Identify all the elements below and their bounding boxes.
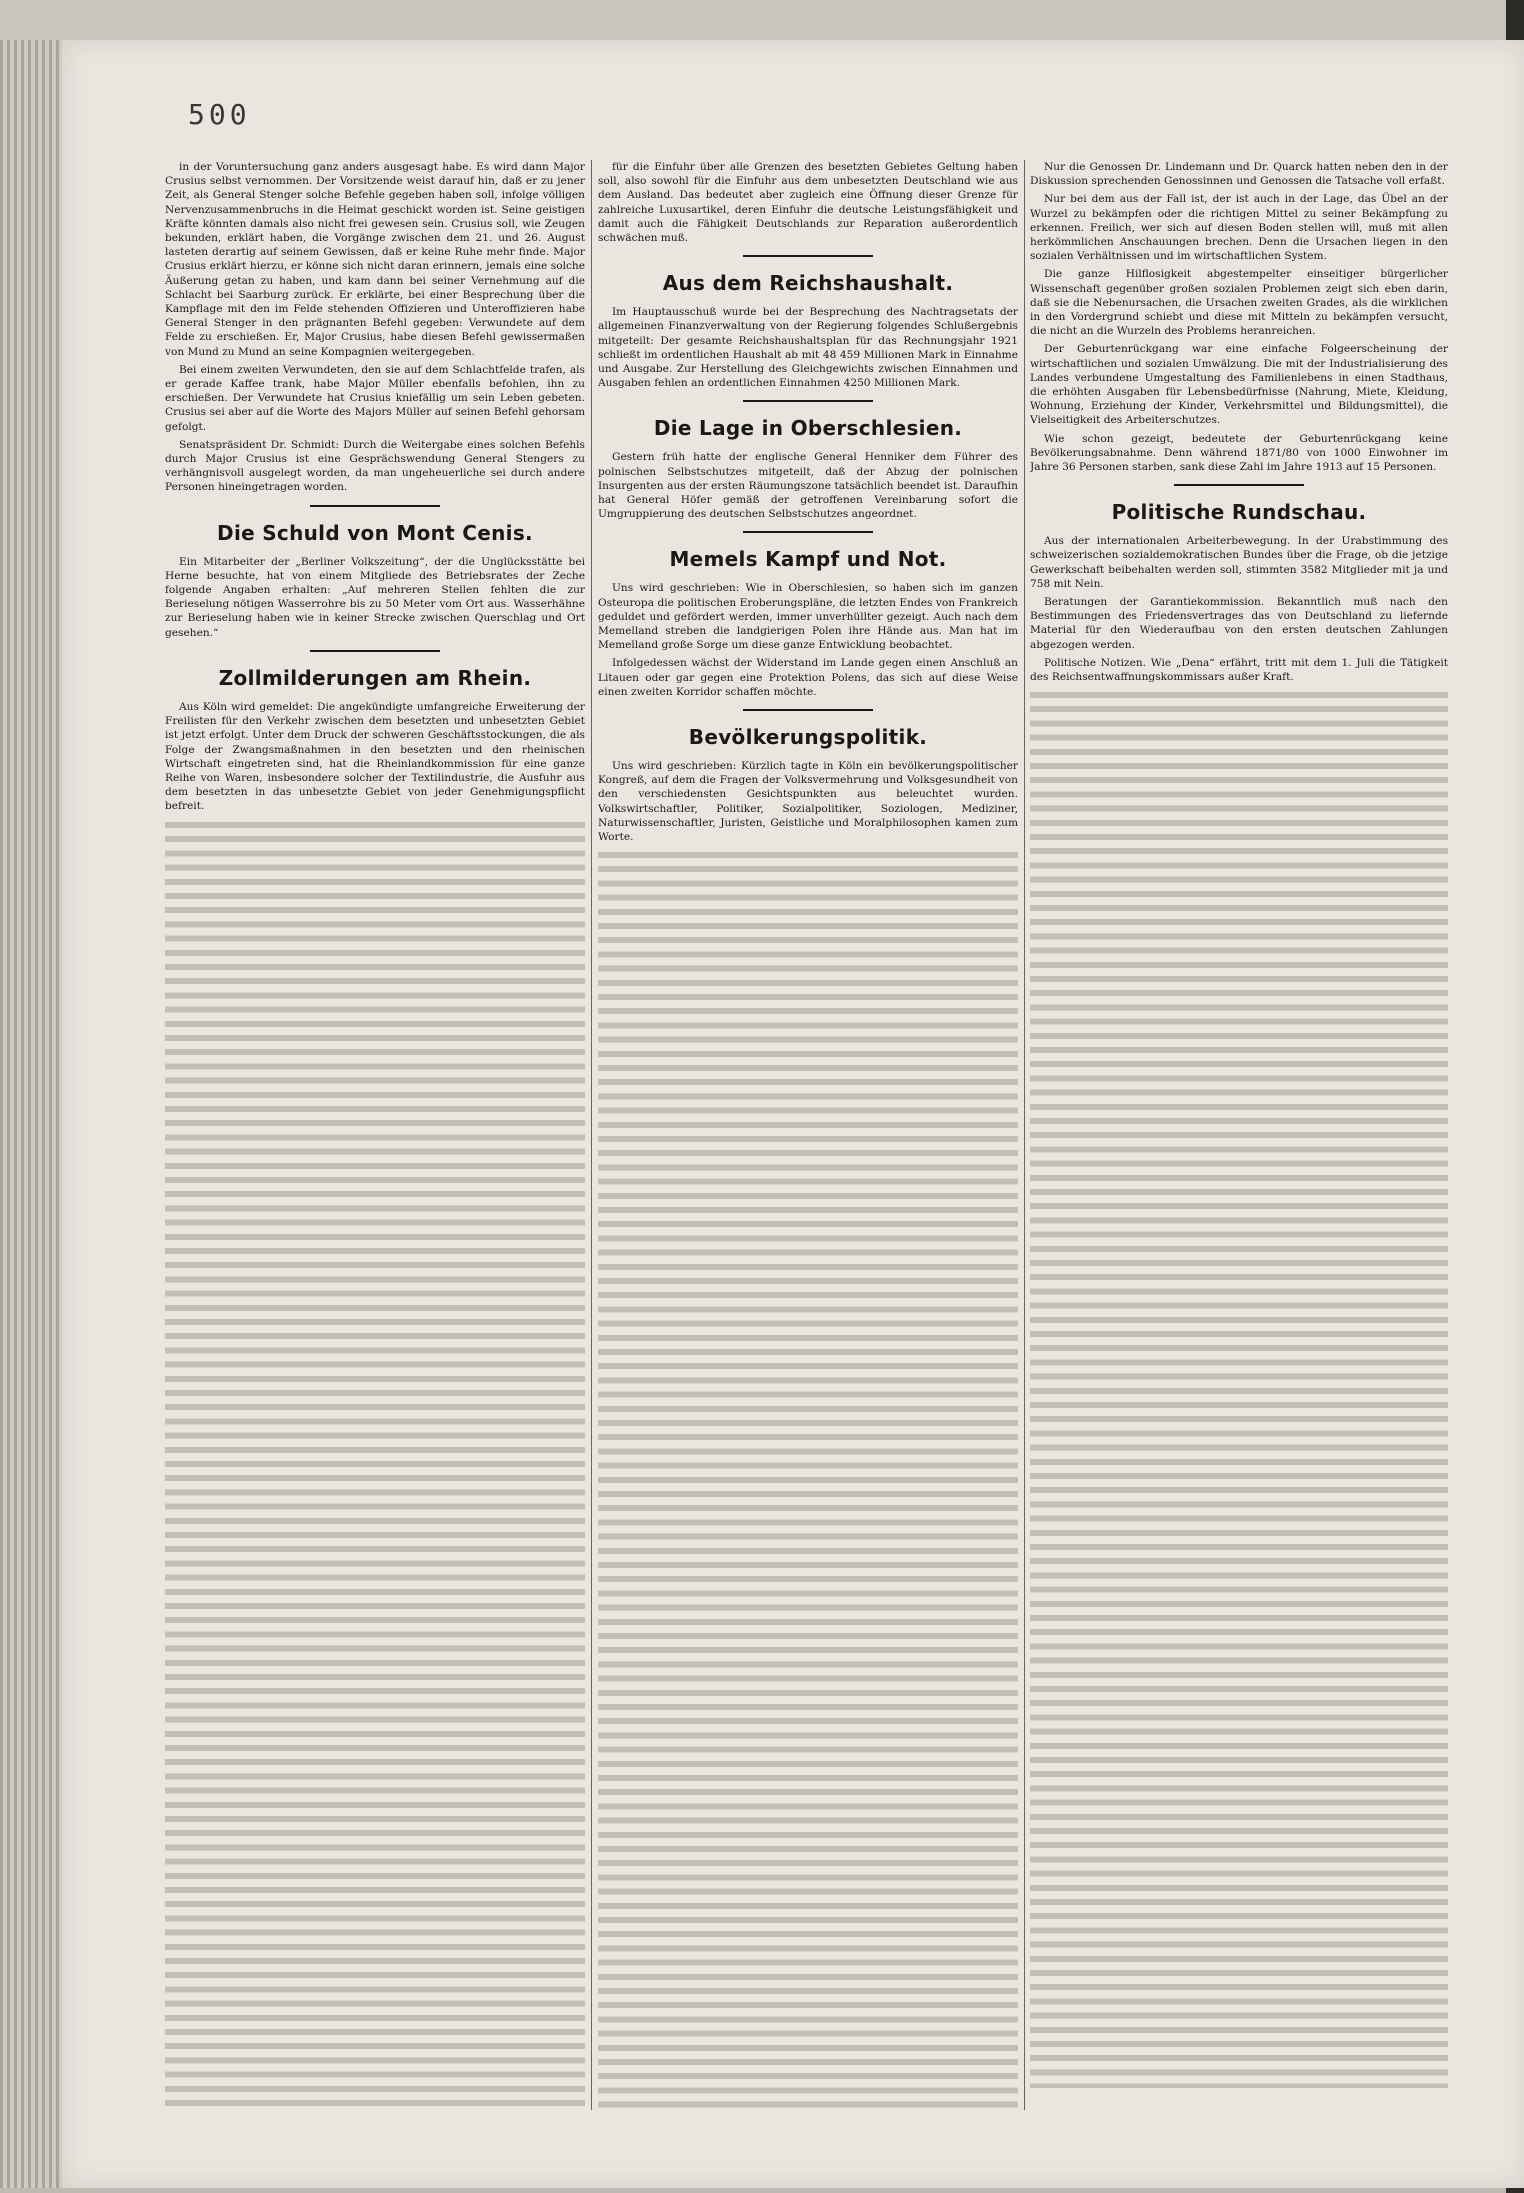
article-paragraph: Senatspräsident Dr. Schmidt: Durch die Weitergabe eines solchen Befehls durch Major Crusius ist eine Gesprächswendung General Stengers zu verhängnisvoll ausgelegt worden, da man ungeheuerliche sei durch andere Personen hineingetragen worden. bbox=[165, 438, 585, 494]
scan-top-edge bbox=[0, 0, 1524, 40]
article-paragraph: Aus Köln wird gemeldet: Die angekündigte umfangreiche Erweiterung der Freilisten für den Verkehr zwischen dem besetzten und unbesetzten Gebiet ist jetzt erfolgt. Unter dem Druck der schweren Geschäftsstockungen, die als Folge der Zwangsmaßnahmen in den besetzten und den rheinischen Wirtschaft eingetreten sind, hat die Rheinlandkommission für eine ganze Reihe von Waren, insbesondere solcher der Textilindustrie, die Ausfuhr aus dem besetzten in das unbesetzte Gebiet von jeder Genehmigungspflicht befreit. bbox=[165, 700, 585, 813]
article-paragraph: Im Hauptausschuß wurde bei der Besprechung des Nachtragsetats der allgemeinen Finanzverwaltung von der Regierung folgendes Schlußergebnis mitgeteilt: Der gesamte Reichshaushaltsplan für das Rechnungsjahr 1921 schließt im ordentlichen Haushalt ab mit 48 459 Millionen Mark in Einnahme und Ausgabe. Zur Herstellung des Gleichgewichts zwischen Einnahmen und Ausgaben fehlen an ordentlichen Einnahmen 4250 Millionen Mark. bbox=[598, 306, 1018, 390]
article-heading: Bevölkerungspolitik. bbox=[688, 725, 928, 750]
column-1 bbox=[165, 160, 585, 2110]
continued-text-lines bbox=[1030, 688, 1448, 2088]
column-3 bbox=[1030, 160, 1448, 2110]
column-divider bbox=[1024, 160, 1025, 2110]
article-paragraph: Ein Mitarbeiter der „Berliner Volkszeitung“, der die Unglücksstätte bei Herne besuchte, hat von einem Mitgliede des Betriebsrates der Zeche folgende Angaben erhalten: „Auf mehreren Stellen fehlten die zur Berieselung nötigen Wasserrohre bis zu 50 Meter vom Ort aus. Wasserhähne zur Berieselung haben wie in keiner Strecke zwischen Querschlag und Ort gesehen.“ bbox=[165, 555, 585, 639]
article-separator bbox=[743, 255, 873, 257]
column-divider bbox=[591, 160, 592, 2110]
article-paragraph: Nur die Genossen Dr. Lindemann und Dr. Quarck hatten neben den in der Diskussion sprechenden Genossinnen und Genossen die Tatsache voll erfaßt. bbox=[1030, 161, 1448, 188]
page-number: 500 bbox=[188, 98, 251, 131]
article-heading: Die Schuld von Mont Cenis. bbox=[217, 520, 533, 545]
article-paragraph: Beratungen der Garantiekommission. Bekanntlich muß nach den Bestimmungen des Friedensvertrages das von Deutschland zu liefernde Material für den Wiederaufbau von den ersten deutschen Zahlungen abgezogen werden. bbox=[1030, 596, 1448, 651]
article-heading: Die Lage in Oberschlesien. bbox=[653, 416, 963, 441]
article-paragraph: Die ganze Hilflosigkeit abgestempelter einseitiger bürgerlicher Wissenschaft gegenüber großen sozialen Problemen zeigt sich eben darin, daß sie die Nebenursachen, die Ursachen zweiten Grades, als die wirklichen in den Vordergrund schiebt und diese mit Mitteln zu bekämpfen versucht, die nicht an die Wurzeln des Problems heranreichen. bbox=[1030, 268, 1448, 338]
continued-text-lines bbox=[165, 818, 585, 2110]
article-separator bbox=[310, 505, 440, 507]
article-separator bbox=[1174, 484, 1304, 486]
article-paragraph: Wie schon gezeigt, bedeutete der Geburtenrückgang keine Bevölkerungsabnahme. Denn während 1871/80 von 1000 Einwohner im Jahre 36 Personen starben, sank diese Zahl im Jahre 1913 auf 15 Personen. bbox=[1030, 432, 1448, 474]
article-heading: Aus dem Reichshaushalt. bbox=[662, 271, 954, 296]
book-binding bbox=[0, 40, 62, 2188]
article-paragraph: Der Geburtenrückgang war eine einfache Folgeerscheinung der wirtschaftlichen und sozialen Umwälzung. Die mit der Industrialisierung des Landes verbundene Umgestaltung des Familienlebens in einen Stadthaus, die erhöhten Ausgaben für Lebensbedürfnisse (Nahrung, Miete, Kleidung, Wohnung, Erziehung der Kinder, Verkehrsmittel und Bildungsmittel), die Vielseitigkeit des Arbeiterschutzes. bbox=[1030, 343, 1448, 427]
article-heading: Zollmilderungen am Rhein. bbox=[218, 665, 532, 690]
article-paragraph: Uns wird geschrieben: Wie in Oberschlesien, so haben sich im ganzen Osteuropa die politischen Eroberungspläne, die letzten Endes von Frankreich geduldet und gefördert werden, immer unverhüllter gezeigt. Auch nach dem Memelland streben die landgierigen Polen ihre Hände aus. Man hat im Memelland große Sorge um diese ganze Entwicklung beobachtet. bbox=[598, 582, 1018, 652]
article-separator bbox=[743, 709, 873, 711]
article-paragraph: Gestern früh hatte der englische General Henniker dem Führer des polnischen Selbstschutzes mitgeteilt, daß der Abzug der polnischen Insurgenten aus der ersten Räumungszone tatsächlich beendet ist. Daraufhin hat General Höfer gemäß der getroffenen Vereinbarung sofort die Umgruppierung des deutschen Selbstschutzes angeordnet. bbox=[598, 451, 1018, 521]
article-heading: Politische Rundschau. bbox=[1111, 500, 1367, 525]
article-separator bbox=[743, 531, 873, 533]
article-paragraph: Politische Notizen. Wie „Dena“ erfährt, tritt mit dem 1. Juli die Tätigkeit des Reichsentwaffnungskommissars außer Kraft. bbox=[1030, 656, 1448, 684]
article-paragraph: für die Einfuhr über alle Grenzen des besetzten Gebietes Geltung haben soll, also sowohl für die Einfuhr aus dem unbesetzten Deutschland wie aus dem Ausland. Das bedeutet aber zugleich eine Öffnung dieser Grenze für zahlreiche Luxusartikel, deren Einfuhr die deutsche Leistungsfähigkeit und damit auch die Fähigkeit Deutschlands zur Reparation außerordentlich schwächen muß. bbox=[598, 161, 1018, 245]
article-separator bbox=[743, 400, 873, 402]
column-2 bbox=[598, 160, 1018, 2110]
article-heading: Memels Kampf und Not. bbox=[669, 547, 947, 572]
article-paragraph: Infolgedessen wächst der Widerstand im Lande gegen einen Anschluß an Litauen oder gar gegen eine Protektion Polens, das sich auf diese Weise einen zweiten Korridor schaffen möchte. bbox=[598, 657, 1018, 698]
article-paragraph: Aus der internationalen Arbeiterbewegung. In der Urabstimmung des schweizerischen sozialdemokratischen Bundes über die Frage, ob die jetzige Gewerkschaft beibehalten werden soll, stimmten 3582 Mitglieder mit ja und 758 mit Nein. bbox=[1030, 535, 1448, 590]
article-separator bbox=[310, 650, 440, 652]
article-paragraph: Uns wird geschrieben: Kürzlich tagte in Köln ein bevölkerungspolitischer Kongreß, auf dem die Fragen der Volksvermehrung und Volksgesundheit von den verschiedensten Gesichtspunkten aus beleuchtet wurden. Volkswirtschaftler, Politiker, Sozialpolitiker, Soziologen, Mediziner, Naturwissenschaftler, Juristen, Geistliche und Moralphilosophen kamen zum Worte. bbox=[598, 760, 1018, 844]
article-paragraph: Nur bei dem aus der Fall ist, der ist auch in der Lage, das Übel an der Wurzel zu bekämpfen oder die richtigen Mittel zu seiner Bekämpfung zu erkennen. Freilich, wer sich auf diesen Boden stellen will, muß mit allen herkömmlichen Anschauungen brechen. Denn die Ursachen liegen in den sozialen Verhältnissen und im wirtschaftlichen System. bbox=[1030, 193, 1448, 263]
article-paragraph: Bei einem zweiten Verwundeten, den sie auf dem Schlachtfelde trafen, als er gerade Kaffee trank, habe Major Müller ebenfalls befohlen, ihn zu erschießen. Der Verwundete hat Crusius kniefällig um sein Leben gebeten. Crusius sei aber auf die Worte des Majors Müller auf seinen Befehl gehorsam gefolgt. bbox=[165, 363, 585, 433]
article-paragraph: in der Voruntersuchung ganz anders ausgesagt habe. Es wird dann Major Crusius selbst vernommen. Der Vorsitzende weist darauf hin, daß er zu jener Zeit, als General Stenger solche Befehle gegeben haben soll, infolge völligen Nervenzusammenbruchs in die Heimat geschickt worden ist. Seine geistigen Kräfte könnten damals also nicht frei gewesen sein. Crusius soll, wie Zeugen bekunden, erklärt haben, die Vorgänge zwischen dem 21. und 26. August lasteten derartig auf seinem Gewissen, daß er keine Ruhe mehr finde. Major Crusius erklärt hierzu, er könne sich nicht daran erinnern, jemals eine solche Äußerung getan zu haben, und kam dann bei seiner Vernehmung auf die Schlacht bei Saarburg zurück. Er erklärte, bei einer Besprechung über die Kampflage mit den im Felde stehenden Offizieren und Unteroffizieren habe General Stenger in den prägnanten Befehl gegeben: Verwundete auf dem Felde zu erschießen. Er, Major Crusius, habe diesen Befehl gewissermaßen von Mund zu Mund an seine Kompagnien weitergegeben. bbox=[165, 161, 585, 358]
continued-text-lines bbox=[598, 848, 1018, 2110]
